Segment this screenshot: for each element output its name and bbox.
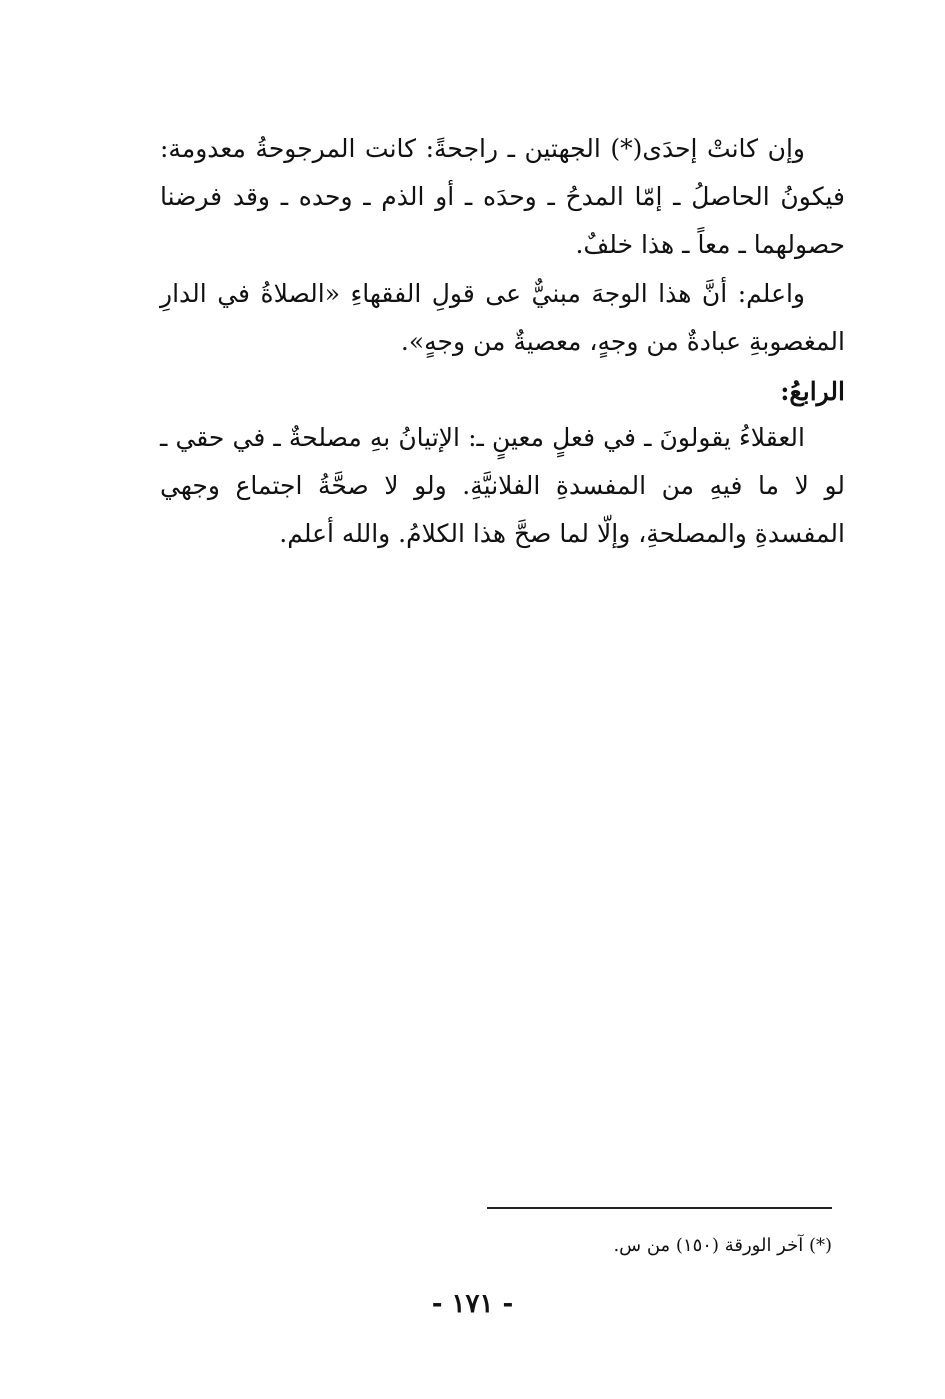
paragraph-text: واعلم: أنَّ هذا الوجهَ مبنيٌّ عى قولِ الفقهاءِ «الصلاةُ في الدارِ المغصوبةِ عبادةٌ من وجهٍ، معصيةٌ من وجهٍ». [160,279,845,356]
section-heading-block [160,368,845,416]
main-text-paragraph-1 [160,125,845,269]
section-heading: الرابعُ: [780,377,845,406]
main-text-paragraph-2 [160,270,845,366]
page-number: - ١٧١ - [431,1289,514,1319]
paragraph-text: وإن كانتْ إحدَى(*) الجهتين ـ راجحةً: كانت المرجوحةُ معدومة: فيكونُ الحاصلُ ـ إمّا المدحُ ـ وحدَه ـ أو الذم ـ وحده ـ وقد فرضنا حصولهما ـ معاً ـ هذا خلفٌ. [160,134,845,259]
paragraph-text: العقلاءُ يقولونَ ـ في فعلٍ معينٍ ـ: الإتيانُ بهِ مصلحةٌ ـ في حقي ـ لو لا ما فيهِ من المفسدةِ الفلانيَّةِ. ولو لا صحَّةُ اجتماع وجهي المفسدةِ والمصلحةِ، وإلّا لما صحَّ هذا الكلامُ. والله أعلم. [160,423,845,548]
footnote: (*) آخر الورقة (١٥٠) من س. [613,1235,832,1256]
main-text-paragraph-3 [160,414,845,558]
footnote-divider [487,1207,832,1209]
